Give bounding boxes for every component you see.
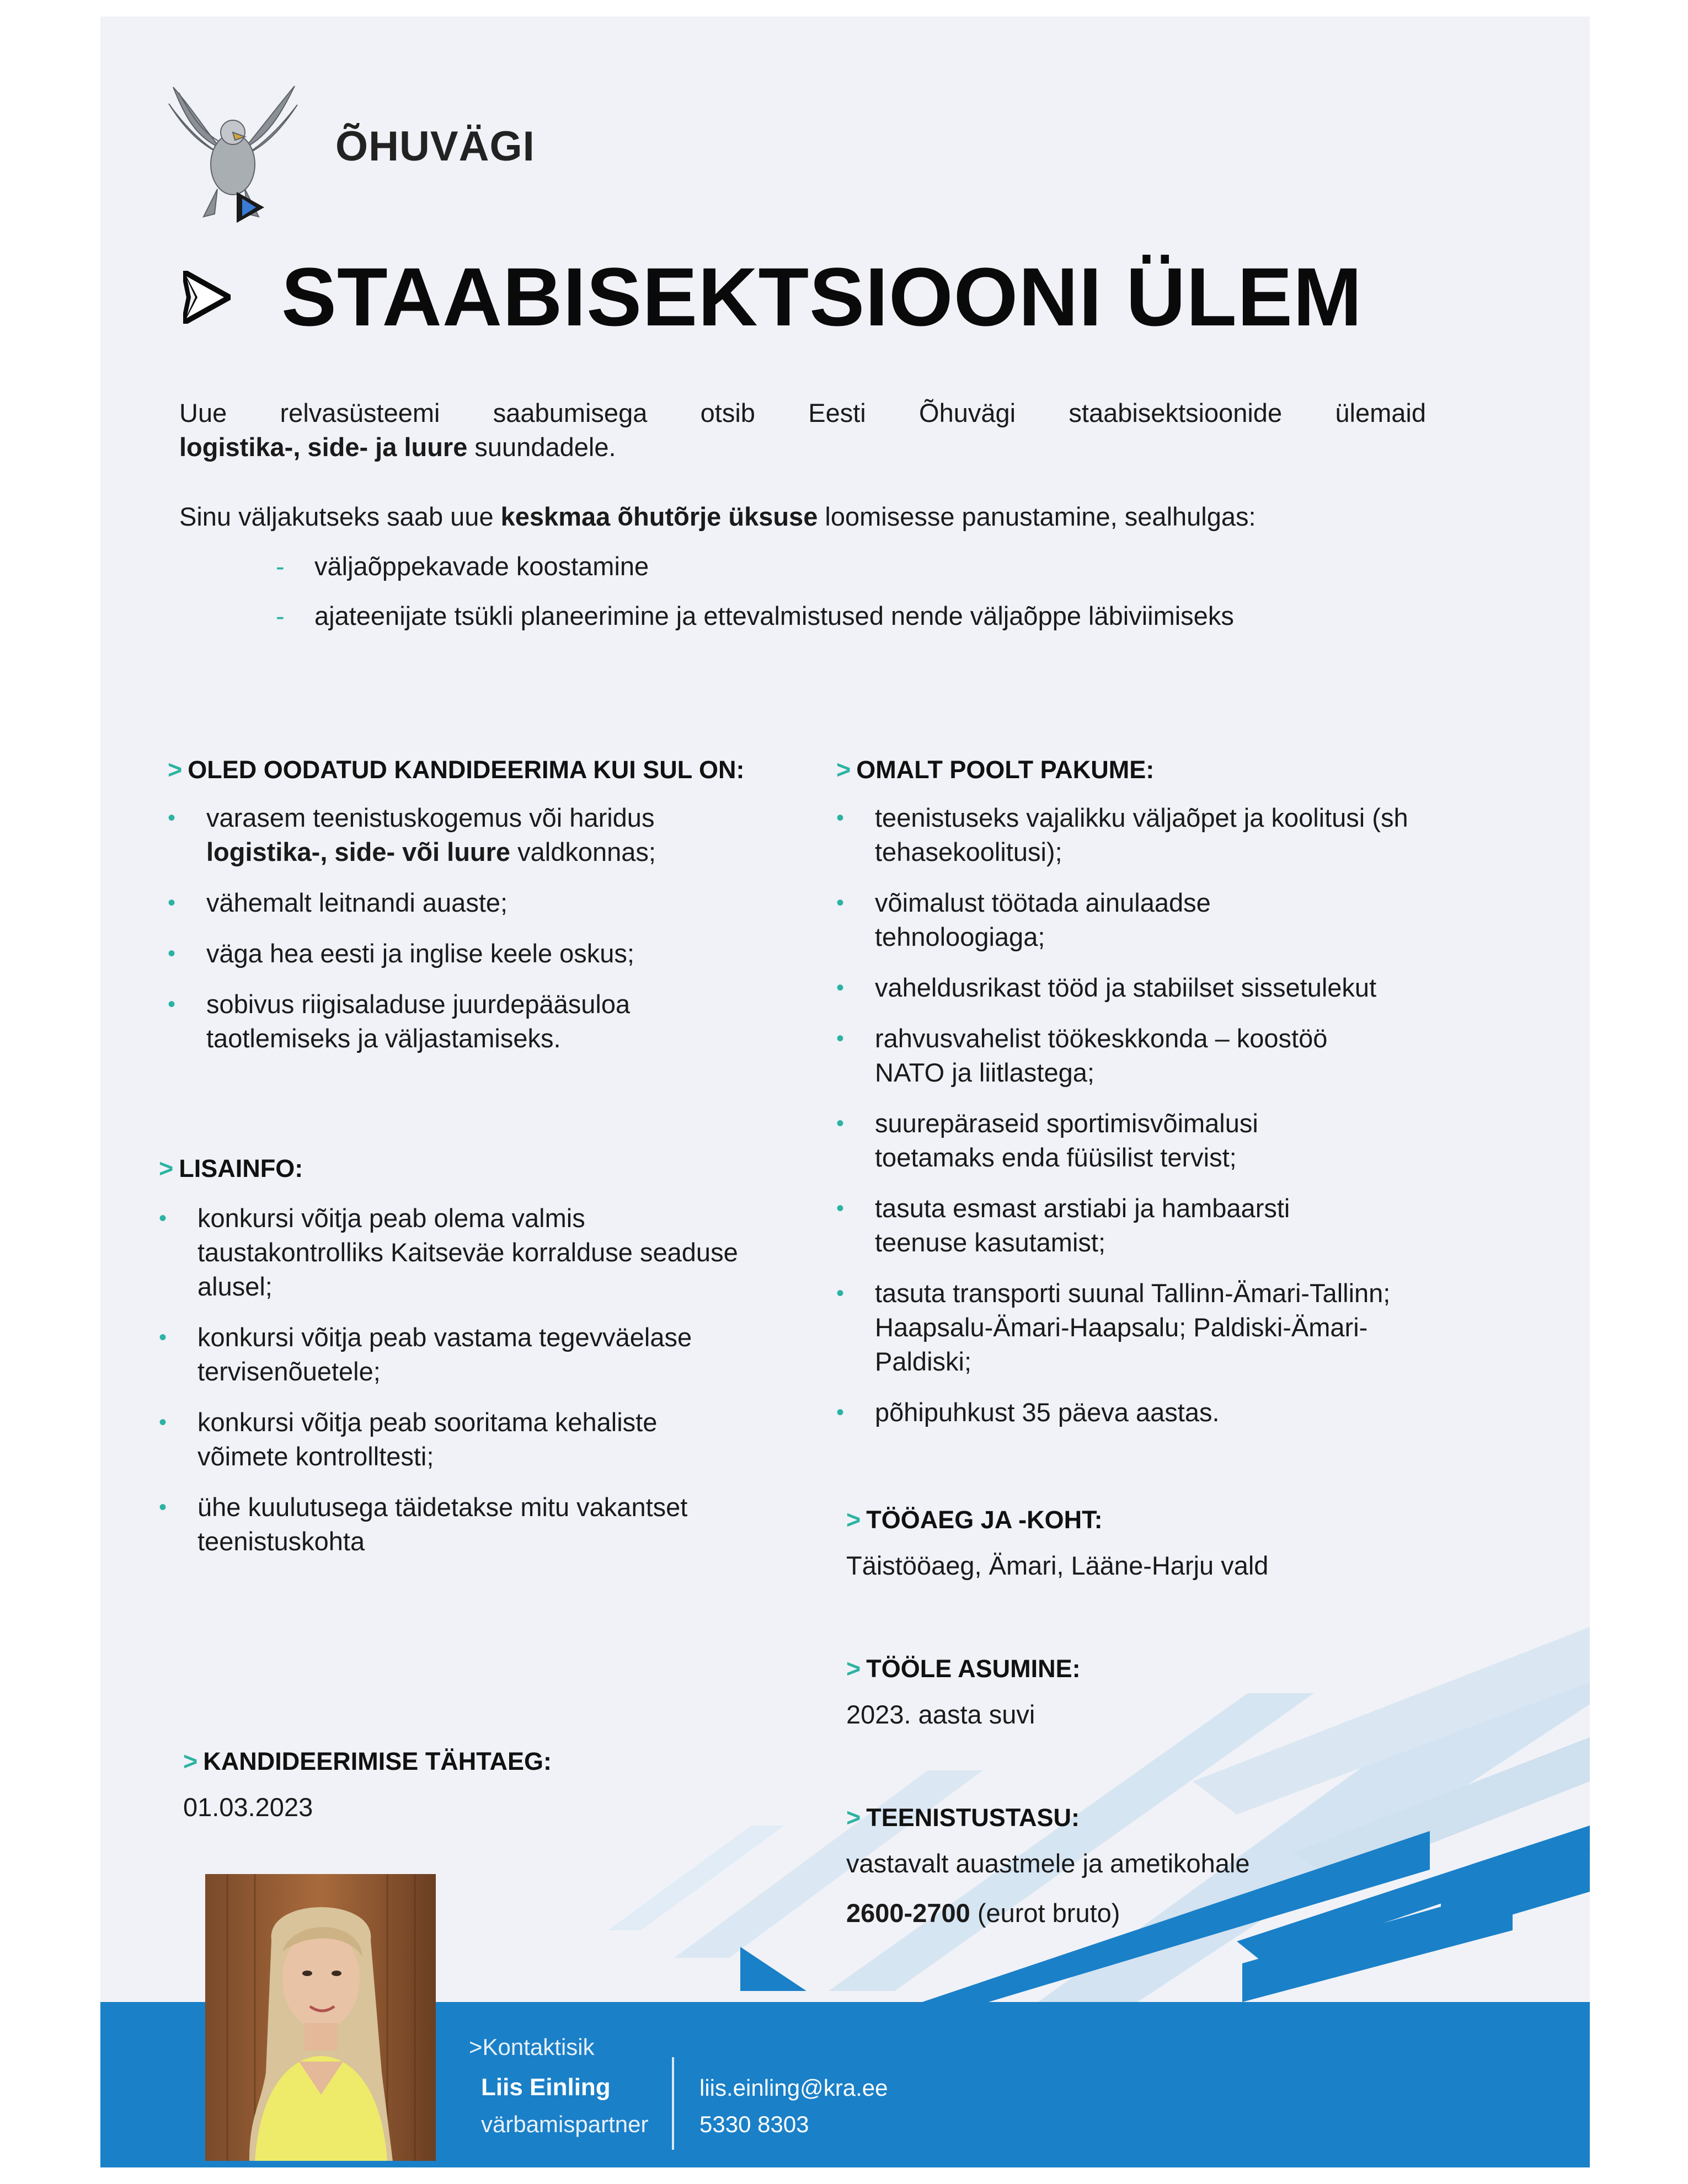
list-item-text: vähemalt leitnandi auaste;: [206, 888, 508, 917]
intro-word: saabumisega: [493, 398, 648, 427]
list-item-text: ajateenijate tsükli planeerimine ja ettevalmistused nende väljaõppe läbiviimiseks: [314, 601, 1234, 630]
list-item: [159, 1320, 755, 1389]
contact-role: värbamispartner: [481, 2111, 649, 2137]
list-item-text: konkursi võitja peab sooritama kehaliste võimete kontrolltesti;: [197, 1407, 658, 1471]
list-item-text: tasuta esmast arstiabi ja hambaarsti teenuse kasutamist;: [875, 1193, 1290, 1257]
intro-word: ülemaid: [1335, 398, 1426, 427]
list-item: [179, 549, 1234, 584]
heading-marker: >: [159, 1154, 174, 1182]
intro-word: Uue: [179, 398, 227, 427]
list-item: [836, 1191, 1421, 1260]
list-item-text: konkursi võitja peab olema valmis taustakontrolliks Kaitseväe korralduse seaduse alusel;: [197, 1203, 738, 1301]
page-title: STAABISEKTSIOONI ÜLEM: [281, 250, 1363, 343]
worktime-value: Täistööaeg, Ämari, Lääne-Harju vald: [846, 1551, 1269, 1580]
salary-amount-value: 2600-2700: [846, 1898, 970, 1928]
heading-marker: >: [183, 1747, 198, 1775]
heading-text: TÖÖLE ASUMINE:: [866, 1655, 1081, 1683]
extra-info-list: [159, 1201, 755, 1575]
extra-info-heading: [159, 1154, 303, 1183]
challenge-paragraph: [179, 500, 1448, 534]
list-item: [168, 801, 763, 869]
bullet-dot-icon: •: [836, 891, 845, 915]
job-ad-page: [100, 17, 1590, 2167]
intro-word: relvasüsteemi: [280, 398, 440, 427]
list-item: [836, 971, 1421, 1005]
challenge-list: [179, 549, 1234, 649]
bullet-dot-icon: •: [168, 941, 176, 966]
heading-marker: >: [846, 1506, 861, 1534]
list-item-text: suurepäraseid sportimisvõimalusi toetamaks enda füüsilist tervist;: [875, 1109, 1258, 1172]
heading-marker: >: [846, 1803, 861, 1832]
bullet-dot-icon: •: [836, 1281, 845, 1305]
brand-name: ÕHUVÄGI: [335, 123, 535, 170]
list-item-text: võimalust töötada ainulaadse tehnoloogiaga;: [875, 888, 1211, 951]
req-item1-end: valdkonnas;: [510, 837, 656, 866]
list-item-text: väljaõppekavade koostamine: [314, 552, 649, 581]
heading-text: KANDIDEERIMISE TÄHTAEG:: [203, 1747, 552, 1775]
intro-word: Õhuvägi: [919, 398, 1016, 427]
list-item-text: [206, 801, 763, 869]
contact-divider: [672, 2057, 674, 2150]
deadline-heading: [183, 1747, 552, 1776]
contact-name: Liis Einling: [481, 2074, 611, 2101]
list-item: [836, 1021, 1421, 1090]
title-row: [183, 249, 1363, 345]
list-item: [168, 987, 763, 1056]
list-item-text: vaheldusrikast tööd ja stabiilset sissetulekut: [875, 973, 1377, 1002]
contact-photo: [205, 1874, 436, 2161]
bullet-dot-icon: •: [836, 1111, 845, 1136]
start-heading: [846, 1655, 1081, 1683]
list-item: [836, 801, 1421, 869]
intro-bold-directions: logistika-, side- ja luure: [179, 432, 468, 462]
list-item-text: põhipuhkust 35 päeva aastas.: [875, 1398, 1220, 1427]
dash-marker: -: [276, 552, 285, 581]
offer-list: [836, 801, 1421, 1446]
bullet-dot-icon: •: [836, 806, 845, 830]
heading-marker: >: [846, 1655, 861, 1683]
list-item-text: sobivus riigisaladuse juurdepääsuloa taotlemiseks ja väljastamiseks.: [206, 989, 631, 1053]
list-item: [168, 936, 763, 971]
list-item-text: tasuta transporti suunal Tallinn-Ämari-Tallinn; Haapsalu-Ämari-Haapsalu; Paldiski-Ämari-Paldiski;: [875, 1278, 1391, 1376]
list-item: [179, 599, 1234, 633]
list-item: [159, 1490, 755, 1559]
req-item1-start: varasem teenistuskogemus või haridus: [206, 803, 655, 832]
arrowhead-icon: [183, 271, 231, 324]
deadline-value: 01.03.2023: [183, 1792, 313, 1822]
requirements-heading: [168, 756, 744, 784]
bullet-dot-icon: •: [159, 1325, 167, 1350]
salary-line: vastavalt auastmele ja ametikohale: [846, 1849, 1250, 1878]
list-item-text: rahvusvahelist töökeskkonda – koostöö NATO ja liitlastega;: [875, 1024, 1328, 1087]
heading-text: TÖÖAEG JA -KOHT:: [866, 1506, 1103, 1534]
start-value: 2023. aasta suvi: [846, 1700, 1035, 1729]
bullet-dot-icon: •: [168, 806, 176, 830]
challenge-end: loomisesse panustamine, sealhulgas:: [818, 502, 1256, 531]
list-item-text: väga hea eesti ja inglise keele oskus;: [206, 939, 634, 968]
heading-text: OLED OODATUD KANDIDEERIMA KUI SUL ON:: [188, 756, 745, 784]
intro-word: otsib: [700, 398, 755, 427]
list-item-text: konkursi võitja peab vastama tegevväelase tervisenõuetele;: [197, 1323, 692, 1386]
salary-heading: [846, 1803, 1080, 1832]
bullet-dot-icon: •: [168, 891, 176, 915]
bullet-dot-icon: •: [836, 1196, 845, 1221]
list-item-text: teenistuseks vajalikku väljaõpet ja koolitusi (sh tehasekoolitusi);: [875, 803, 1408, 866]
list-item: [836, 1395, 1421, 1430]
intro-line-2: [179, 430, 1426, 464]
intro-line-2-rest: suundadele.: [467, 432, 616, 462]
intro-word: Eesti: [808, 398, 866, 427]
intro-paragraph: [179, 396, 1426, 464]
heading-text: LISAINFO:: [179, 1154, 303, 1182]
list-item: [836, 1106, 1421, 1175]
list-item: [836, 886, 1421, 954]
req-item1-bold: logistika-, side- või luure: [206, 837, 511, 866]
intro-word: staabisektsioonide: [1069, 398, 1283, 427]
dash-marker: -: [276, 601, 285, 630]
salary-amount-note: (eurot bruto): [970, 1898, 1120, 1928]
worktime-heading: [846, 1506, 1103, 1534]
list-item-text: ühe kuulutusega täidetakse mitu vakantset teenistuskohta: [197, 1492, 688, 1556]
list-item: [168, 886, 763, 920]
contact-email-link[interactable]: liis.einling@kra.ee: [699, 2075, 888, 2101]
contact-label: >Kontaktisik: [469, 2034, 595, 2060]
heading-marker: >: [836, 756, 851, 784]
salary-amount: [846, 1896, 1120, 1930]
bullet-dot-icon: •: [168, 992, 176, 1016]
offer-heading: [836, 756, 1154, 784]
challenge-bold: keskmaa õhutõrje üksuse: [500, 502, 818, 531]
contact-phone[interactable]: 5330 8303: [699, 2111, 809, 2137]
list-item: [836, 1276, 1421, 1379]
bullet-dot-icon: •: [159, 1206, 167, 1230]
bullet-dot-icon: •: [836, 976, 845, 1000]
intro-line-1: [179, 396, 1426, 430]
list-item: [159, 1405, 755, 1474]
heading-text: TEENISTUSTASU:: [866, 1803, 1080, 1832]
requirements-list: [168, 801, 763, 1072]
heading-marker: >: [168, 756, 183, 784]
bullet-dot-icon: •: [159, 1410, 167, 1434]
bullet-dot-icon: •: [159, 1495, 167, 1519]
challenge-start: Sinu väljakutseks saab uue: [179, 502, 501, 531]
bullet-dot-icon: •: [836, 1400, 845, 1425]
heading-text: OMALT POOLT PAKUME:: [856, 756, 1155, 784]
bullet-dot-icon: •: [836, 1026, 845, 1051]
list-item: [159, 1201, 755, 1304]
eagle-emblem-icon: [162, 82, 303, 231]
